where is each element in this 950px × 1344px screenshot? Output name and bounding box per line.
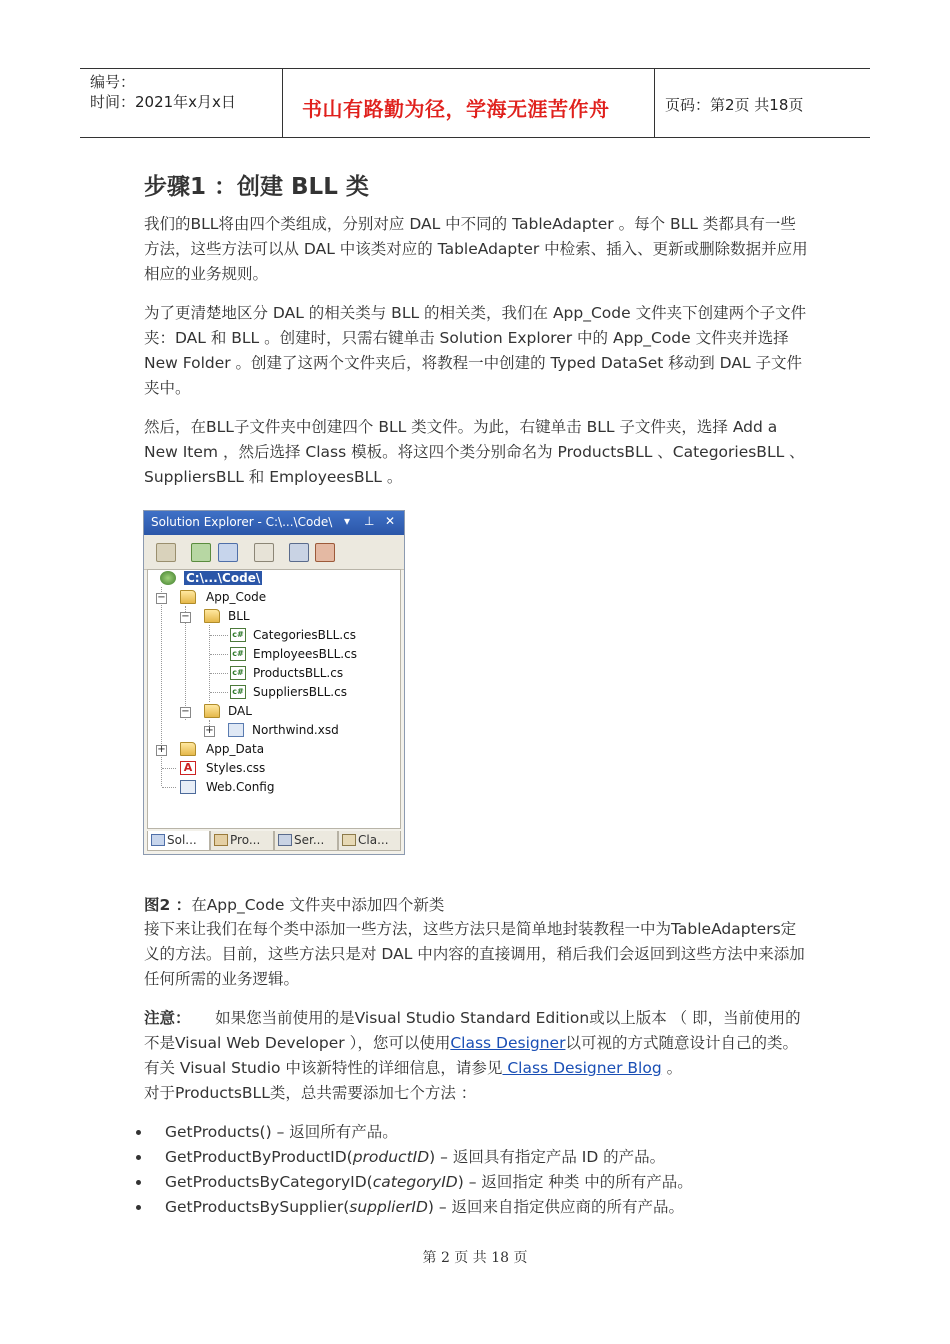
tree-label: CategoriesBLL.cs	[253, 628, 356, 642]
header-motto-cell	[282, 69, 655, 137]
config-file-icon	[180, 780, 196, 794]
class-designer-link[interactable]: Class Designer	[450, 1034, 566, 1052]
list-item	[130, 1195, 830, 1220]
folder-icon	[180, 742, 196, 756]
tab-label: Ser...	[294, 833, 325, 847]
class-designer-blog-link[interactable]: Class Designer Blog	[502, 1059, 662, 1077]
tab-server-explorer[interactable]	[274, 831, 338, 851]
tree-label: DAL	[228, 704, 252, 718]
close-icon[interactable]: ✕	[385, 514, 396, 528]
paragraph-2: 为了更清楚地区分 DAL 的相关类与 BLL 的相关类，我们在 App_Code 文件夹下创建两个子文件夹：DAL 和 BLL 。创建时，只需右键单击 Solution Explorer 中的 App_Code 文件夹并选择 New Folder 。创建了这两个文件夹后，将教程一中创建的 Typed DataSet 移动到 DAL 子文件夹中。	[144, 304, 807, 397]
doc-number-label: 编号：	[90, 73, 136, 91]
folder-open-icon	[180, 590, 196, 604]
asp-config-icon[interactable]	[315, 543, 335, 562]
tree-label: Styles.css	[206, 761, 266, 775]
dropdown-icon[interactable]: ▾	[344, 514, 351, 528]
method-desc: ) – 返回来自指定供应商的所有产品。	[427, 1198, 685, 1216]
note-text-a: 如果您当前使用的是Visual Studio Standard Edition或以上版本 （ 即，当前使用的不是Visual Web Developer ），您可以使用	[144, 1009, 801, 1052]
properties-icon[interactable]	[156, 543, 176, 562]
method-arg: productID	[352, 1148, 430, 1166]
note-label: 注意：	[144, 1009, 191, 1027]
paragraph-4: 接下来让我们在每个类中添加一些方法，这些方法只是简单地封装教程一中为TableAdapters定义的方法。目前，这些方法只是对 DAL 中内容的直接调用，稍后我们会返回到这些方法中来添加任何所需的业务逻辑。	[144, 920, 805, 988]
note-paragraph	[144, 1006, 809, 1106]
solution-icon	[151, 834, 165, 846]
tab-label: Sol...	[167, 833, 197, 847]
figure-caption	[144, 893, 444, 915]
solution-explorer-toolbar	[144, 535, 404, 570]
note-text-b: 以可视的方式随意设计自己的类。有关 Visual Studio 中该新特性的详细信息，请参见	[144, 1034, 798, 1077]
css-file-icon: A	[180, 761, 196, 775]
panel-tabs	[147, 829, 401, 853]
page-footer: 第 2 页 共 18 页	[422, 1250, 528, 1266]
note-text-c: 。	[661, 1059, 683, 1077]
method-arg: supplierID	[349, 1198, 428, 1216]
list-item	[130, 1170, 830, 1195]
collapse-icon[interactable]: −	[157, 592, 166, 603]
refresh-icon[interactable]	[191, 543, 211, 562]
cs-file-icon: c#	[230, 685, 246, 699]
expand-icon[interactable]: +	[205, 725, 214, 736]
class-view-icon	[342, 834, 356, 846]
paragraph-5: 对于ProductsBLL类，总共需要添加七个方法 ：	[144, 1084, 477, 1102]
server-icon	[278, 834, 292, 846]
tab-label: Cla...	[358, 833, 389, 847]
expand-icon[interactable]: +	[157, 744, 166, 755]
tree-label: App_Data	[206, 742, 265, 756]
method-name: GetProducts()	[165, 1123, 272, 1141]
tree-label: App_Code	[206, 590, 267, 604]
method-name: GetProductsBySupplier(	[165, 1198, 350, 1216]
list-item	[130, 1120, 830, 1145]
collapse-icon[interactable]: −	[181, 706, 190, 717]
tab-properties[interactable]	[210, 831, 274, 851]
caption-text: 在App_Code 文件夹中添加四个新类	[191, 896, 445, 914]
tree-label: Northwind.xsd	[252, 723, 339, 737]
method-desc: – 返回所有产品。	[271, 1123, 398, 1141]
paragraph-1: 我们的BLL将由四个类组成，分别对应 DAL 中不同的 TableAdapter 。每个 BLL 类都具有一些方法，这些方法可以从 DAL 中该类对应的 TableAdapter 中检索、插入、更新或删除数据并应用相应的业务规则。	[144, 215, 808, 283]
tree-label: BLL	[228, 609, 250, 623]
folder-open-icon	[204, 704, 220, 718]
cs-file-icon: c#	[230, 666, 246, 680]
tree-label: EmployeesBLL.cs	[253, 647, 357, 661]
page-label: 页码：第2页 共18页	[665, 96, 804, 114]
tab-solution[interactable]	[147, 831, 210, 851]
tab-class-view[interactable]	[338, 831, 401, 851]
tab-label: Pro...	[230, 833, 261, 847]
method-name: GetProductByProductID(	[165, 1148, 353, 1166]
folder-open-icon	[204, 609, 220, 623]
xsd-file-icon	[228, 723, 244, 737]
tree-label: Web.Config	[206, 780, 275, 794]
pin-icon[interactable]: ⊥	[364, 514, 375, 528]
nest-files-icon[interactable]	[218, 543, 238, 562]
solution-explorer-title: Solution Explorer - C:\...\Code\	[151, 515, 333, 529]
tree-label: SuppliersBLL.cs	[253, 685, 347, 699]
method-name: GetProductsByCategoryID(	[165, 1173, 373, 1191]
method-arg: categoryID	[372, 1173, 458, 1191]
header-page-cell	[655, 69, 870, 137]
solution-tree	[147, 569, 401, 829]
cs-file-icon: c#	[230, 647, 246, 661]
cs-file-icon: c#	[230, 628, 246, 642]
section-heading: 步骤1 ：创建 BLL 类	[144, 174, 369, 200]
collapse-icon[interactable]: −	[181, 611, 190, 622]
method-list	[130, 1120, 830, 1220]
properties-icon	[214, 834, 228, 846]
motto-text: 书山有路勤为径，学海无涯苦作舟	[302, 97, 610, 121]
header-meta-cell	[80, 69, 283, 137]
method-desc: ) – 返回具有指定产品 ID 的产品。	[429, 1148, 666, 1166]
header-table	[80, 68, 870, 138]
solution-explorer-titlebar	[144, 511, 404, 535]
website-icon	[160, 571, 176, 585]
list-item	[130, 1145, 830, 1170]
method-desc: ) – 返回指定 种类 中的所有产品。	[457, 1173, 693, 1191]
caption-label: 图2 ：	[144, 896, 192, 914]
copy-website-icon[interactable]	[289, 543, 309, 562]
tree-label: ProductsBLL.cs	[253, 666, 344, 680]
view-code-icon[interactable]	[254, 543, 274, 562]
doc-time-label: 时间：2021年x月x日	[90, 93, 236, 111]
paragraph-3: 然后，在BLL子文件夹中创建四个 BLL 类文件。为此，右键单击 BLL 子文件夹，选择 Add a New Item ，然后选择 Class 模板。将这四个类分别命名为 ProductsBLL 、CategoriesBLL 、 SuppliersBLL 和 EmployeesBLL 。	[144, 418, 805, 486]
root-label: C:\...\Code\	[186, 571, 261, 585]
solution-explorer-panel	[143, 510, 405, 855]
